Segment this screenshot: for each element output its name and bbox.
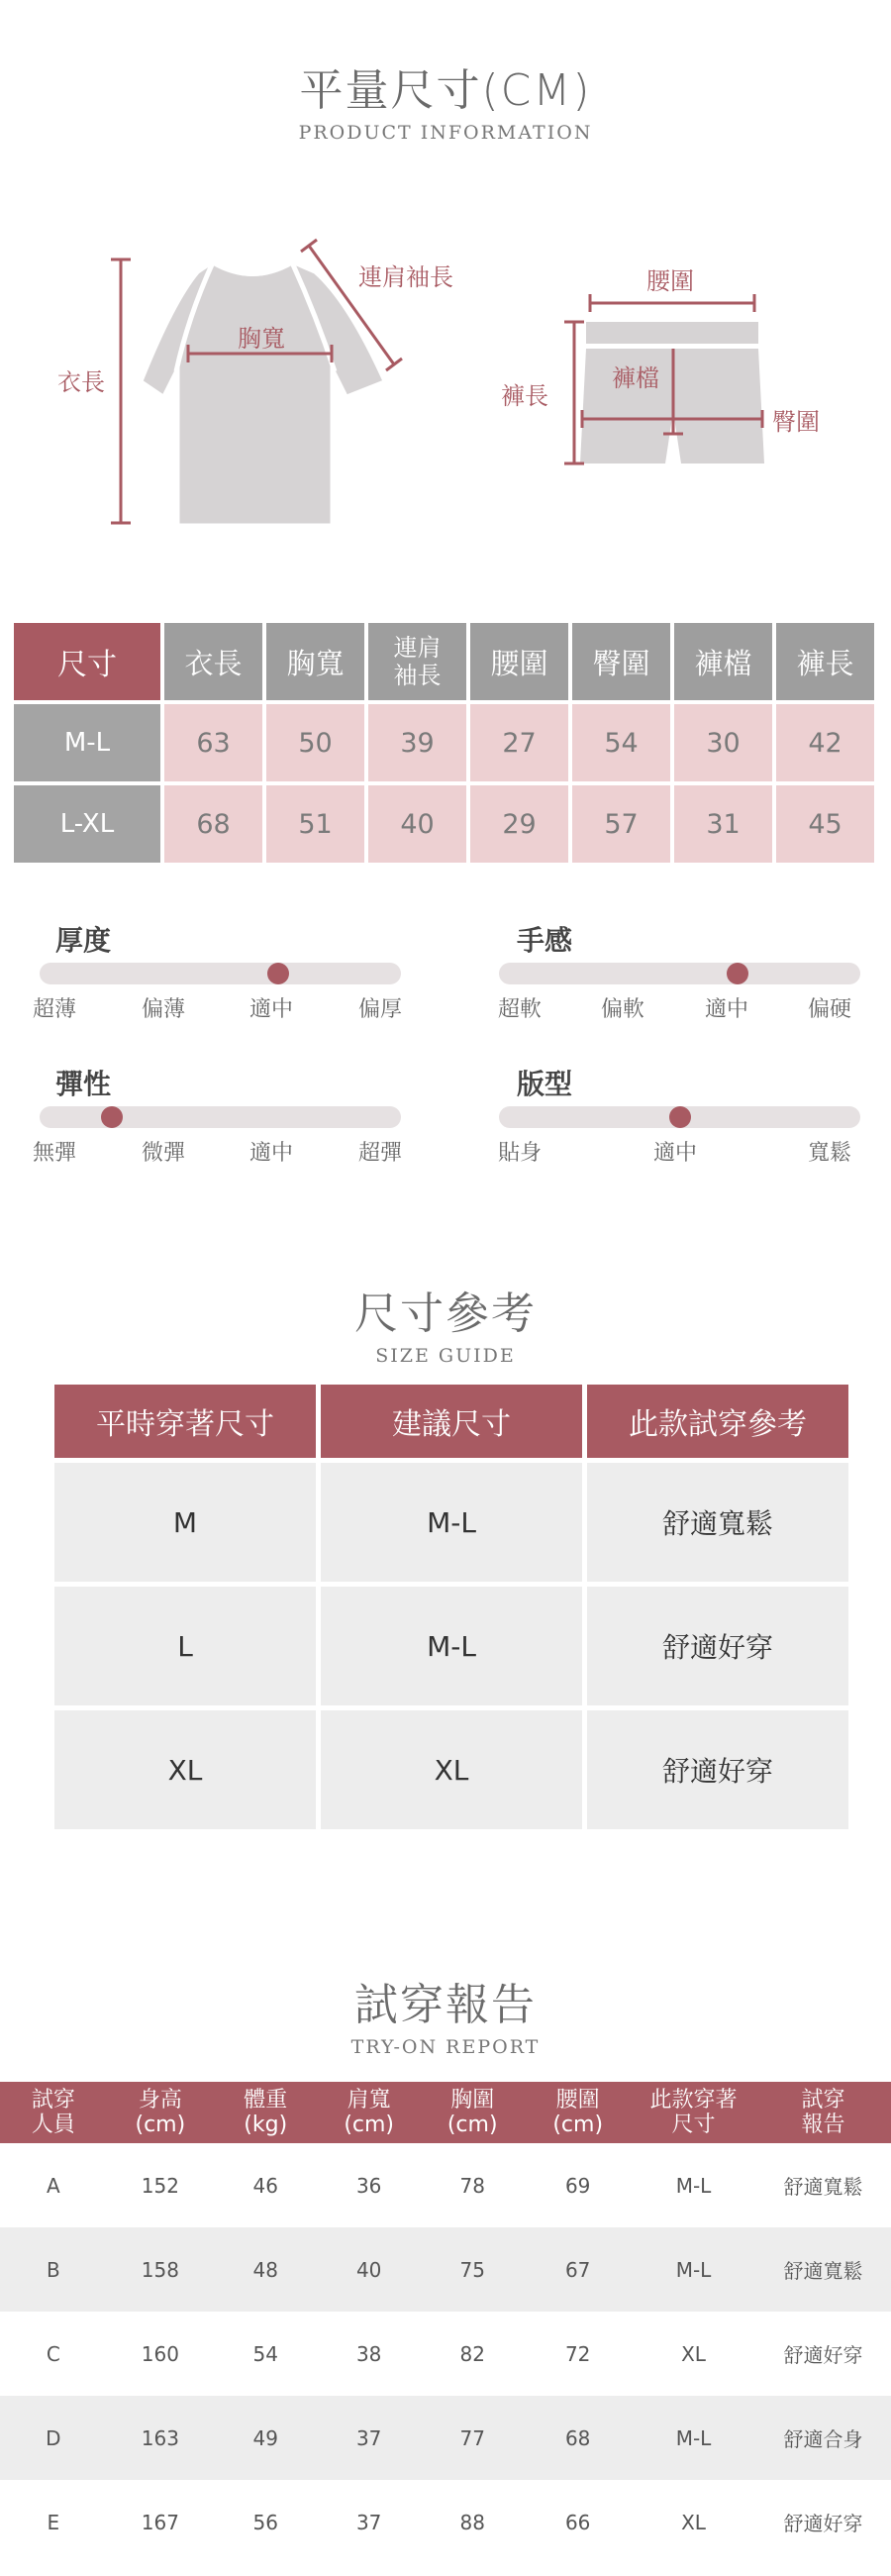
cell: A xyxy=(46,2173,60,2198)
cell-suggested-size: M-L xyxy=(321,1463,582,1582)
hand-feel-track xyxy=(499,963,860,984)
cell-value: 68 xyxy=(164,785,262,863)
thickness-label: 超薄 xyxy=(33,997,77,1022)
cell: 49 xyxy=(214,2396,317,2480)
cell: XL xyxy=(681,2341,706,2366)
cell-value: 50 xyxy=(266,704,364,781)
label-hip: 臀圍 xyxy=(772,408,820,436)
label-rise: 褲檔 xyxy=(612,364,659,392)
cell: 37 xyxy=(355,2510,382,2534)
cell: 66 xyxy=(564,2510,591,2534)
cell: 75 xyxy=(421,2227,525,2312)
cell-suggested-size: XL xyxy=(321,1710,582,1829)
cell: 67 xyxy=(524,2227,631,2312)
product-info-header xyxy=(0,54,891,144)
chest-header: 胸寬 xyxy=(266,623,364,700)
size-table-header xyxy=(14,623,874,700)
thickness-title: 厚度 xyxy=(55,924,112,957)
fit-marker xyxy=(669,1106,691,1128)
cell: 40 xyxy=(317,2227,421,2312)
hip-header: 臀圍 xyxy=(572,623,670,700)
tryon-title: 試穿報告 xyxy=(354,1980,537,2030)
fit-label: 貼身 xyxy=(498,1141,543,1166)
cell: D xyxy=(0,2396,107,2480)
cell: 78 xyxy=(459,2173,485,2198)
tryon-header-row xyxy=(0,2082,891,2143)
hand-feel-label: 偏軟 xyxy=(601,997,645,1022)
cell-fit-reference: 舒適好穿 xyxy=(587,1710,848,1829)
size-guide-table xyxy=(50,1380,853,1834)
cell: 54 xyxy=(252,2341,278,2366)
cell: 舒適好穿 xyxy=(783,2343,863,2367)
cell-value: 54 xyxy=(572,704,670,781)
size-guide-header-row xyxy=(54,1385,848,1458)
tryon-table xyxy=(0,2082,891,2564)
cell: 68 xyxy=(524,2396,631,2480)
cell-suggested-size: M-L xyxy=(321,1587,582,1705)
cell: 舒適寬鬆 xyxy=(755,2227,891,2312)
label-length: 衣長 xyxy=(57,368,105,396)
cell-value: 40 xyxy=(368,785,466,863)
hand-feel-label: 適中 xyxy=(705,997,749,1022)
cell: 69 xyxy=(564,2173,591,2198)
shoulder-sleeve-header-text: 連肩 袖長 xyxy=(393,634,442,689)
size-guide-subtitle: SIZE GUIDE xyxy=(375,1345,516,1367)
cell: 舒適寬鬆 xyxy=(783,2175,863,2199)
cell-fit-reference: 舒適好穿 xyxy=(587,1587,848,1705)
shoulder-sleeve-header xyxy=(368,623,466,700)
fit-label: 適中 xyxy=(653,1141,698,1166)
cell: B xyxy=(0,2227,107,2312)
size-table xyxy=(10,619,878,867)
waist-header: 腰圍 (cm) xyxy=(524,2082,631,2143)
cell-value: 29 xyxy=(470,785,568,863)
size-guide-title: 尺寸參考 xyxy=(354,1288,537,1339)
product-info-subtitle: PRODUCT INFORMATION xyxy=(298,122,593,144)
cell-usual-size: XL xyxy=(54,1710,316,1829)
cell: C xyxy=(46,2341,60,2366)
table-row xyxy=(0,2480,891,2564)
thickness-label: 偏厚 xyxy=(358,997,403,1022)
hand-feel-marker xyxy=(727,963,748,984)
table-row xyxy=(14,785,874,863)
length-header: 衣長 xyxy=(164,623,262,700)
report-header: 試穿 報告 xyxy=(755,2082,891,2143)
elasticity-track xyxy=(40,1106,401,1128)
label-shoulder-sleeve: 連肩袖長 xyxy=(358,263,453,291)
shorts-waistband xyxy=(586,322,758,344)
table-row xyxy=(54,1463,848,1582)
cell-value: 45 xyxy=(776,785,874,863)
row-size-label: L-XL xyxy=(14,785,160,863)
waist-header: 腰圍 xyxy=(470,623,568,700)
cell-value: 57 xyxy=(572,785,670,863)
size-header: 尺寸 xyxy=(14,623,160,700)
tryon-subtitle: TRY-ON REPORT xyxy=(350,2036,541,2058)
product-info-title: 平量尺寸(CM) xyxy=(299,65,592,116)
thickness-marker xyxy=(267,963,289,984)
cell-fit-reference: 舒適寬鬆 xyxy=(587,1463,848,1582)
table-row xyxy=(54,1710,848,1829)
elasticity-title: 彈性 xyxy=(55,1068,112,1100)
cell: 88 xyxy=(459,2510,485,2534)
label-pants-length: 褲長 xyxy=(501,382,548,410)
fit-label: 寬鬆 xyxy=(808,1141,852,1166)
table-row xyxy=(14,704,874,781)
elasticity-label: 微彈 xyxy=(142,1141,186,1166)
worn-size-header: 此款穿著 尺寸 xyxy=(632,2082,755,2143)
thickness-label: 偏薄 xyxy=(142,997,186,1022)
thickness-track xyxy=(40,963,401,984)
usual-size-header: 平時穿著尺寸 xyxy=(54,1385,316,1458)
cell: 37 xyxy=(317,2396,421,2480)
size-guide-header xyxy=(0,1278,891,1367)
hand-feel-title: 手感 xyxy=(517,924,573,957)
row-size-label: M-L xyxy=(14,704,160,781)
elasticity-marker xyxy=(101,1106,123,1128)
cell: 72 xyxy=(564,2341,591,2366)
cell: 48 xyxy=(214,2227,317,2312)
cell-value: 31 xyxy=(674,785,772,863)
table-row xyxy=(0,2312,891,2396)
cell: 56 xyxy=(252,2510,278,2534)
cell: 77 xyxy=(421,2396,525,2480)
cell: 46 xyxy=(252,2173,278,2198)
fit-reference-header: 此款試穿參考 xyxy=(587,1385,848,1458)
cell: 36 xyxy=(355,2173,382,2198)
pants-length-header: 褲長 xyxy=(776,623,874,700)
cell-value: 63 xyxy=(164,704,262,781)
bust-header: 胸圍 (cm) xyxy=(421,2082,525,2143)
label-chest: 胸寬 xyxy=(238,325,285,353)
cell: M-L xyxy=(632,2227,755,2312)
table-row xyxy=(0,2227,891,2312)
cell-value: 30 xyxy=(674,704,772,781)
cell: E xyxy=(47,2510,60,2534)
cell-value: 42 xyxy=(776,704,874,781)
cell: 152 xyxy=(141,2173,179,2198)
tester-header: 試穿 人員 xyxy=(0,2082,107,2143)
cell-value: 27 xyxy=(470,704,568,781)
weight-header: 體重 (kg) xyxy=(214,2082,317,2143)
table-row xyxy=(54,1587,848,1705)
cell: 38 xyxy=(355,2341,382,2366)
cell-usual-size: M xyxy=(54,1463,316,1582)
rise-header: 褲檔 xyxy=(674,623,772,700)
measurement-diagram xyxy=(0,198,891,555)
cell: M-L xyxy=(675,2173,712,2198)
cell: 82 xyxy=(459,2341,485,2366)
cell-usual-size: L xyxy=(54,1587,316,1705)
hand-feel-label: 偏硬 xyxy=(808,997,852,1022)
cell: 163 xyxy=(107,2396,214,2480)
cell: 158 xyxy=(107,2227,214,2312)
thickness-label: 適中 xyxy=(249,997,294,1022)
label-waist: 腰圍 xyxy=(646,267,694,295)
tryon-header xyxy=(0,1969,891,2058)
shoulder-header: 肩寬 (cm) xyxy=(317,2082,421,2143)
elasticity-label: 無彈 xyxy=(33,1141,77,1166)
cell: M-L xyxy=(632,2396,755,2480)
cell: 舒適好穿 xyxy=(783,2512,863,2535)
cell-value: 51 xyxy=(266,785,364,863)
cell: 舒適合身 xyxy=(755,2396,891,2480)
elasticity-label: 適中 xyxy=(249,1141,294,1166)
cell-value: 39 xyxy=(368,704,466,781)
cell: 167 xyxy=(141,2510,179,2534)
table-row xyxy=(0,2396,891,2480)
suggested-size-header: 建議尺寸 xyxy=(321,1385,582,1458)
fit-title: 版型 xyxy=(517,1068,573,1100)
hand-feel-label: 超軟 xyxy=(498,997,543,1022)
height-header: 身高 (cm) xyxy=(107,2082,214,2143)
cell: XL xyxy=(681,2510,706,2534)
table-row xyxy=(0,2143,891,2227)
garment-illustration xyxy=(0,198,891,555)
cell: 160 xyxy=(141,2341,179,2366)
elasticity-label: 超彈 xyxy=(358,1141,403,1166)
